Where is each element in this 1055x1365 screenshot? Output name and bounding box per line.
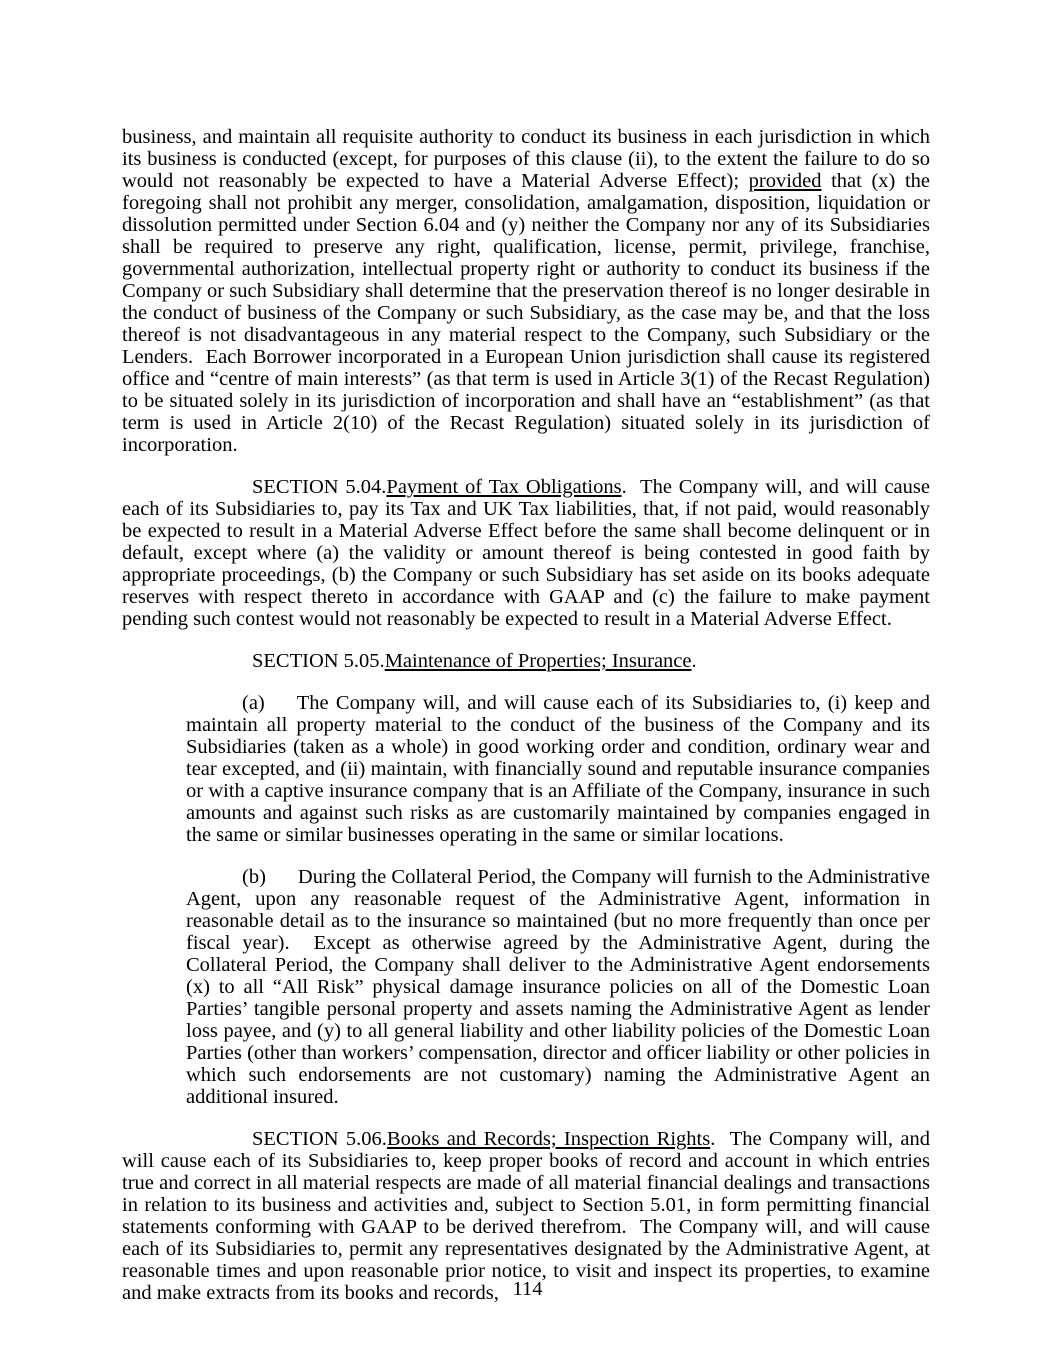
clause-marker: (a) [242,692,265,714]
clause-marker: (b) [242,866,266,888]
paragraph-text: . The Company will, and will cause each of its Subsidiaries to, pay its Tax and UK Tax liabilities, that, if not paid, would reasonably be expected to result in a Material Adverse Effect before the same shall become delinquent or in default, except where (a) the validity or amount thereof is being contested in good faith by appropriate proceedings, (b) the Company or such Subsidiary has set aside on its books adequate reserves with respect thereto in accordance with GAAP and (c) the failure to make payment pending such contest would not reasonably be expected to result in a Material Adverse Effect. [122,476,930,630]
section-5-04-paragraph [122,476,930,630]
paragraph-text: The Company will, and will cause each of its Subsidiaries to, (i) keep and maintain all property material to the conduct of the business of the Company and its Subsidiaries (taken as a whole) in good working order and condition, ordinary wear and tear excepted, and (ii) maintain, with financially sound and reputable insurance companies or with a captive insurance company that is an Affiliate of the Company, insurance in such amounts and against such risks as are customarily maintained by companies engaged in the same or similar businesses operating in the same or similar locations. [186,692,930,846]
section-5-05-heading [122,650,930,672]
paragraph-text: business, and maintain all requisite authority to conduct its business in each jurisdiction in which its business is conducted (except, for purposes of this clause (ii), to the extent the failure to do so would not reasonably be expected to have a Material Adverse Effect); [122,126,930,192]
page-number: 114 [512,1278,543,1300]
paragraph-text: During the Collateral Period, the Company will furnish to the Administrative Agent, upon any reasonable request of the Administrative Agent, information in reasonable detail as to the insurance so maintained (but no more frequently than once per fiscal year). Except as otherwise agreed by the Administrative Agent, during the Collateral Period, the Company shall deliver to the Administrative Agent endorsements (x) to all “All Risk” physical damage insurance policies on all of the Domestic Loan Parties’ tangible personal property and assets naming the Administrative Agent as lender loss payee, and (y) to all general liability and other liability policies of the Domestic Loan Parties (other than workers’ compensation, director and officer liability or other policies in which such endorsements are not customary) naming the Administrative Agent an additional insured. [186,866,930,1108]
paragraph-text: that (x) the foregoing shall not prohibit any merger, consolidation, amalgamation, disposition, liquidation or dissolution permitted under Section 6.04 and (y) neither the Company nor any of its Subsidiaries shall be required to preserve any right, qualification, license, permit, privilege, franchise, governmental authorization, intellectual property right or authority to conduct its business if the Company or such Subsidiary shall determine that the preservation thereof is no longer desirable in the conduct of business of the Company or such Subsidiary, as the case may be, and that the loss thereof is not disadvantageous in any material respect to the Company, such Subsidiary or the Lenders. Each Borrower incorporated in a European Union jurisdiction shall cause its registered office and “centre of main interests” (as that term is used in Article 3(1) of the Recast Regulation) to be situated solely in its jurisdiction of incorporation and shall have an “establishment” (as that term is used in Article 2(10) of the Recast Regulation) situated solely in its jurisdiction of incorporation. [122,170,930,456]
page-content [122,126,930,1304]
paragraph-text: . [691,650,697,672]
paragraph-text: . The Company will, and will cause each of its Subsidiaries to, keep proper books of record and account in which entries true and correct in all material respects are made of all material financial dealings and transactions in relation to its business and activities and, subject to Section 5.01, in form permitting financial statements conforming with GAAP to be derived therefrom. The Company will, and will cause each of its Subsidiaries to, permit any representatives designated by the Administrative Agent, at reasonable times and upon reasonable prior notice, to visit and inspect its properties, to examine and make extracts from its books and records, [122,1128,930,1304]
section-label: SECTION 5.05. [252,650,385,672]
underlined-term-provided: provided [748,170,822,192]
clause-b-paragraph [186,866,930,1108]
section-label: SECTION 5.04. [252,476,387,498]
clause-a-paragraph [186,692,930,846]
paragraph-continuation [122,126,930,456]
section-title: Books and Records; Inspection Rights [386,1128,711,1150]
section-label: SECTION 5.06. [252,1128,387,1150]
section-title: Maintenance of Properties; Insurance [384,650,692,672]
section-title: Payment of Tax Obligations [386,476,622,498]
